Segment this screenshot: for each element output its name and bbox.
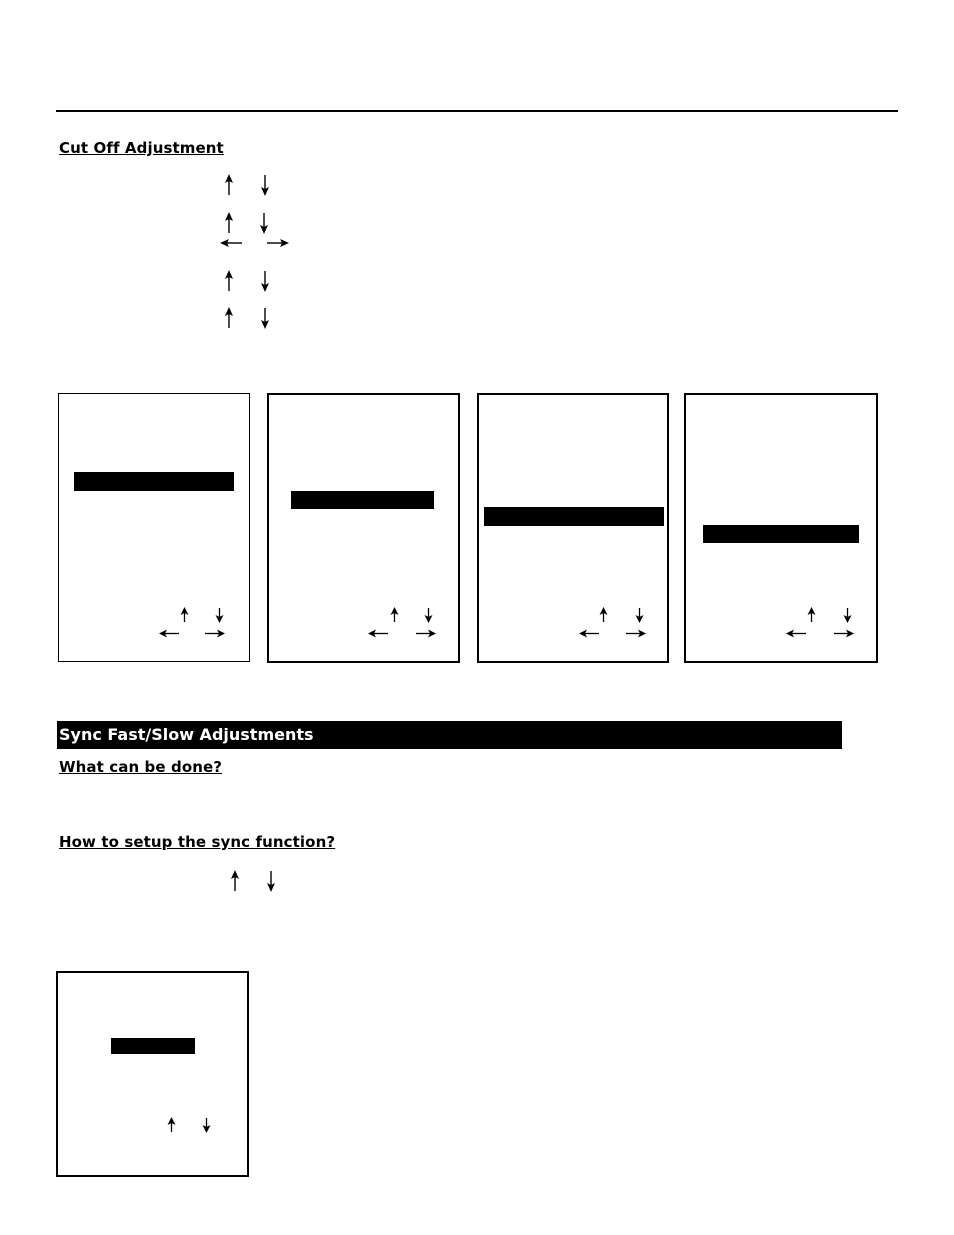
sync-menu-panel — [56, 971, 249, 1177]
menu-highlight-bar — [111, 1038, 195, 1054]
arrow-up-icon — [224, 212, 234, 234]
arrow-down-icon — [202, 1117, 211, 1133]
cutoff-menu-panel-2 — [267, 393, 460, 663]
cutoff-menu-panel-1 — [58, 393, 250, 662]
arrow-down-icon — [266, 870, 276, 892]
what-can-be-done-heading: What can be done? — [59, 758, 223, 776]
arrow-down-icon — [260, 307, 270, 329]
arrow-right-icon — [833, 629, 854, 638]
arrow-up-icon — [224, 270, 234, 292]
arrow-left-icon — [159, 629, 180, 638]
arrow-down-icon — [260, 270, 270, 292]
arrow-left-icon — [220, 238, 243, 248]
arrow-up-icon — [390, 607, 399, 623]
cutoff-menu-panel-4 — [684, 393, 878, 663]
menu-highlight-bar — [74, 472, 234, 491]
arrow-down-icon — [260, 174, 270, 196]
arrow-left-icon — [579, 629, 600, 638]
arrow-up-icon — [230, 870, 240, 892]
arrow-up-icon — [224, 307, 234, 329]
arrow-down-icon — [259, 212, 269, 234]
menu-highlight-bar — [291, 491, 434, 509]
arrow-up-icon — [224, 174, 234, 196]
arrow-up-icon — [599, 607, 608, 623]
sync-section-banner: Sync Fast/Slow Adjustments — [57, 721, 842, 749]
arrow-up-icon — [167, 1117, 176, 1133]
arrow-right-icon — [415, 629, 436, 638]
arrow-right-icon — [625, 629, 646, 638]
menu-highlight-bar — [484, 507, 664, 526]
arrow-down-icon — [215, 607, 224, 623]
arrow-down-icon — [843, 607, 852, 623]
arrow-right-icon — [204, 629, 225, 638]
cutoff-heading: Cut Off Adjustment — [59, 139, 224, 157]
arrow-down-icon — [424, 607, 433, 623]
arrow-down-icon — [635, 607, 644, 623]
arrow-left-icon — [368, 629, 389, 638]
header-rule — [56, 110, 898, 112]
arrow-right-icon — [266, 238, 289, 248]
cutoff-menu-panel-3 — [477, 393, 669, 663]
menu-highlight-bar — [703, 525, 859, 543]
arrow-up-icon — [807, 607, 816, 623]
arrow-left-icon — [786, 629, 807, 638]
how-to-setup-heading: How to setup the sync function? — [59, 833, 336, 851]
arrow-up-icon — [180, 607, 189, 623]
